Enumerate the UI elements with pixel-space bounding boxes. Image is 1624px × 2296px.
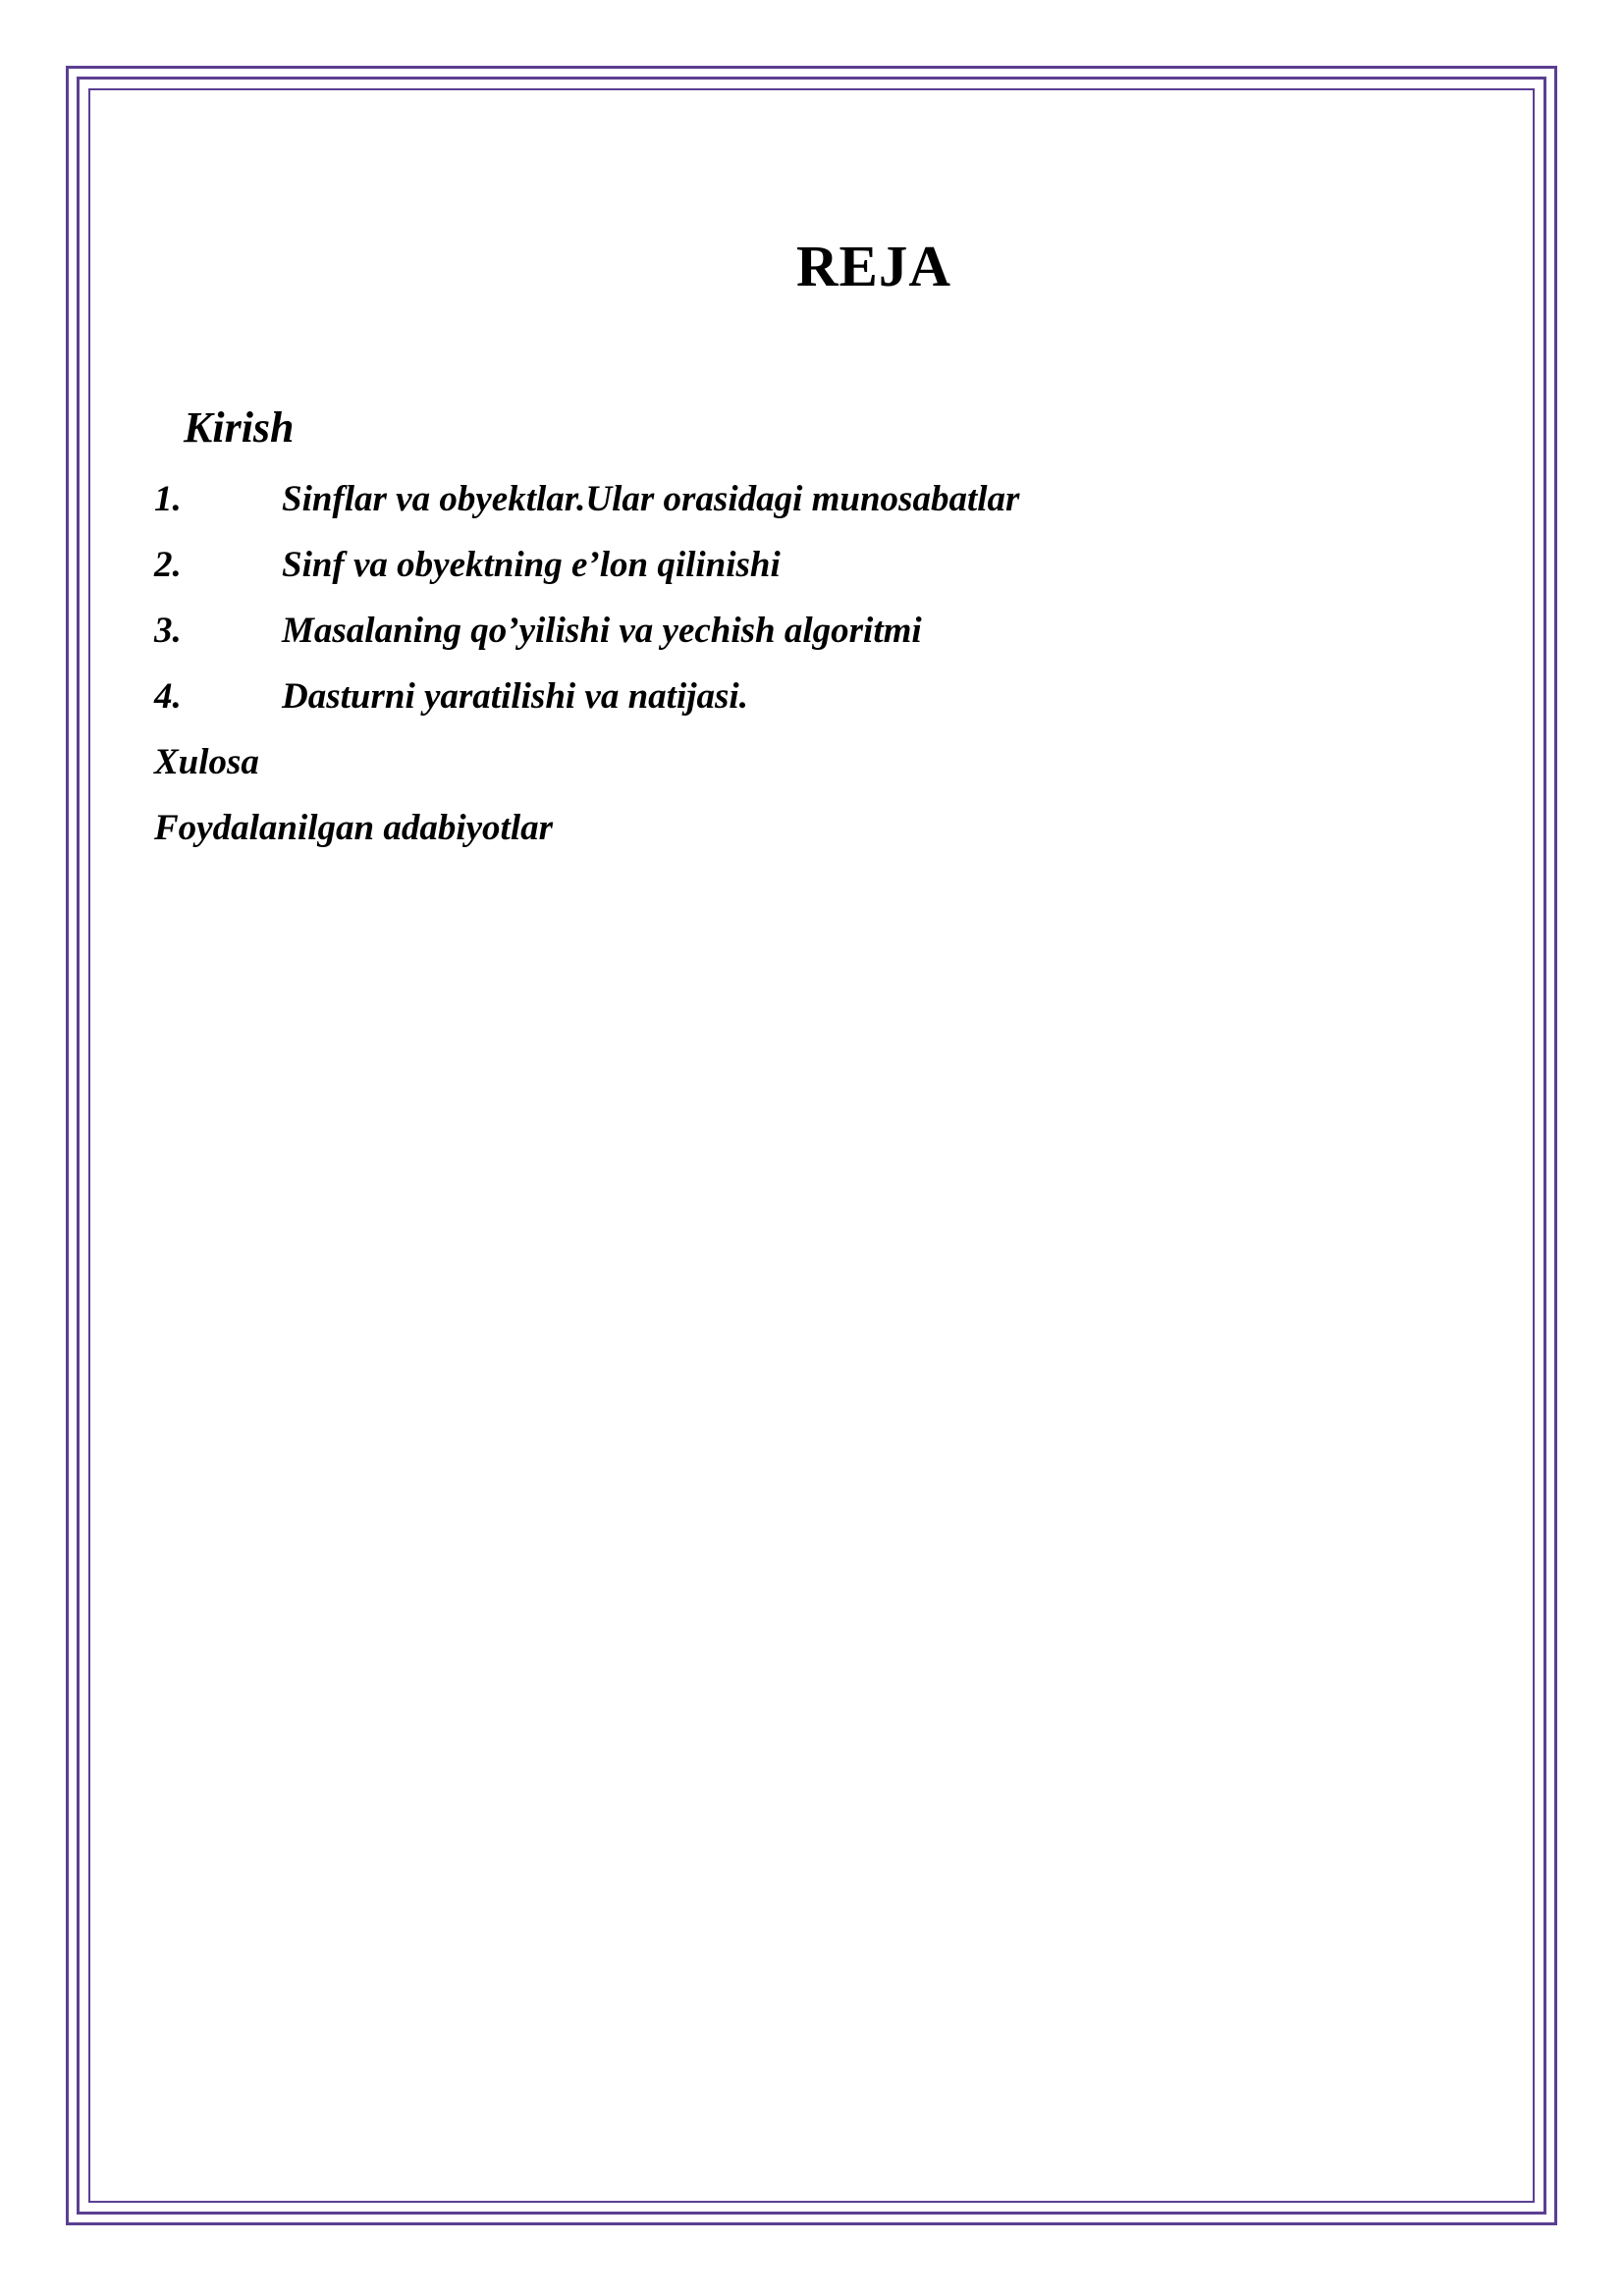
conclusion-heading: Xulosa: [154, 742, 259, 782]
plan-item-text: Sinflar va obyektlar.Ular orasidagi munosabatlar: [282, 479, 1020, 519]
plan-list: [154, 478, 1019, 741]
plan-item: [154, 610, 1019, 675]
plan-item-number: 2.: [154, 545, 182, 585]
plan-item-text: Masalaning qo’yilishi va yechish algoritmi: [282, 611, 922, 651]
plan-item: [154, 478, 1019, 544]
plan-item-number: 1.: [154, 479, 182, 519]
plan-item: [154, 675, 1019, 741]
references-heading: Foydalanilgan adabiyotlar: [154, 808, 554, 848]
plan-item-text: Dasturni yaratilishi va natijasi.: [282, 676, 748, 717]
plan-item-text: Sinf va obyektning e’lon qilinishi: [282, 545, 781, 585]
plan-item: [154, 544, 1019, 610]
plan-item-number: 4.: [154, 676, 182, 717]
intro-heading: Kirish: [184, 403, 295, 452]
page-border-inner: [88, 88, 1535, 2203]
page-title: REJA: [795, 234, 952, 298]
plan-item-number: 3.: [154, 611, 182, 651]
